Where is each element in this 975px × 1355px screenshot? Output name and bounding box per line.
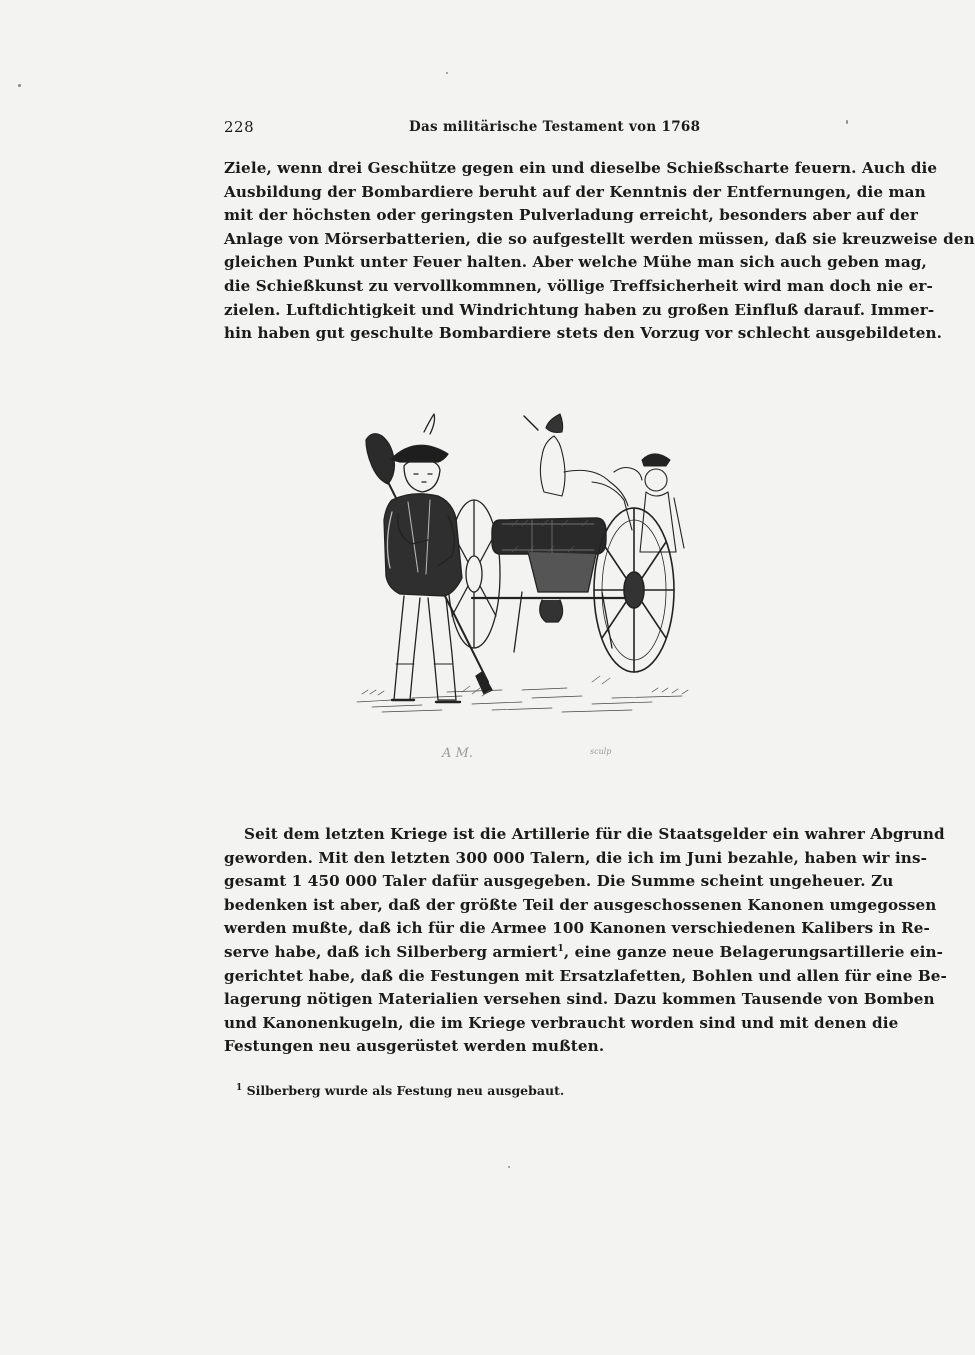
paper-speck xyxy=(508,1166,510,1168)
paragraph-1 xyxy=(224,157,975,346)
text-line: gesamt 1 450 000 Taler dafür ausgegeben. Die Summe scheint ungeheuer. Zu xyxy=(224,872,894,891)
text-line: bedenken ist aber, daß der größte Teil der ausgeschossenen Kanonen umgegossen xyxy=(224,895,937,914)
text-line: mit der höchsten oder geringsten Pulverladung erreicht, besonders aber auf der xyxy=(224,206,918,225)
engraver-signature: sculp xyxy=(590,747,612,756)
text-line: gerichtet habe, daß die Festungen mit Ersatzlafetten, Bohlen und allen für eine Be- xyxy=(224,966,947,985)
page-header xyxy=(224,118,814,140)
footnote-reference: 1 xyxy=(557,943,564,954)
text-line: Ziele, wenn drei Geschütze gegen ein und dieselbe Schießscharte feuern. Auch die xyxy=(224,159,938,177)
footnote xyxy=(236,1083,564,1098)
paragraph-2 xyxy=(224,823,947,1059)
footnote-text: Silberberg wurde als Festung neu ausgebaut. xyxy=(246,1083,565,1098)
text-line: gleichen Punkt unter Feuer halten. Aber welche Mühe man sich auch geben mag, xyxy=(224,253,927,272)
text-line: Ausbildung der Bombardiere beruht auf der Kenntnis der Entfernungen, die man xyxy=(224,182,926,201)
paper-speck xyxy=(846,120,848,124)
line-start: serve habe, daß ich Silberberg armiert xyxy=(224,942,558,961)
running-title: Das militärische Testament von 1768 xyxy=(409,119,701,135)
paper-speck xyxy=(446,72,448,74)
text-line: geworden. Mit den letzten 300 000 Talern, die ich im Juni bezahle, haben wir ins- xyxy=(224,848,928,867)
text-line: werden mußte, daß ich für die Armee 100 Kanonen verschiedenen Kalibers in Re- xyxy=(224,919,930,938)
paper-speck xyxy=(18,84,21,87)
text-line: und Kanonenkugeln, die im Kriege verbraucht worden sind und mit denen die xyxy=(224,1013,899,1032)
text-line: hin haben gut geschulte Bombardiere stets den Vorzug vor schlecht ausgebildeten. xyxy=(224,324,943,343)
text-line: Anlage von Mörserbatterien, die so aufgestellt werden müssen, daß sie kreuzweise den xyxy=(224,229,975,248)
text-line: Seit dem letzten Kriege ist die Artillerie für die Staatsgelder ein wahrer Abgrund xyxy=(244,825,945,843)
artist-signature: A M. xyxy=(442,746,473,761)
footnote-marker: 1 xyxy=(236,1082,243,1093)
soldier-with-cannon-illustration xyxy=(352,402,697,772)
text-line: die Schießkunst zu vervollkommnen, völlige Treffsicherheit wird man doch nie er- xyxy=(224,276,933,295)
text-line: zielen. Luftdichtigkeit und Windrichtung haben zu großen Einfluß darauf. Immer- xyxy=(224,300,935,319)
text-line xyxy=(224,941,944,965)
page-number: 228 xyxy=(224,118,255,136)
text-line: Festungen neu ausgerüstet werden mußten. xyxy=(224,1037,605,1056)
line-end: , eine ganze neue Belagerungsartillerie ein- xyxy=(563,942,944,961)
text-line: lagerung nötigen Materialien versehen sind. Dazu kommen Tausende von Bomben xyxy=(224,990,935,1009)
